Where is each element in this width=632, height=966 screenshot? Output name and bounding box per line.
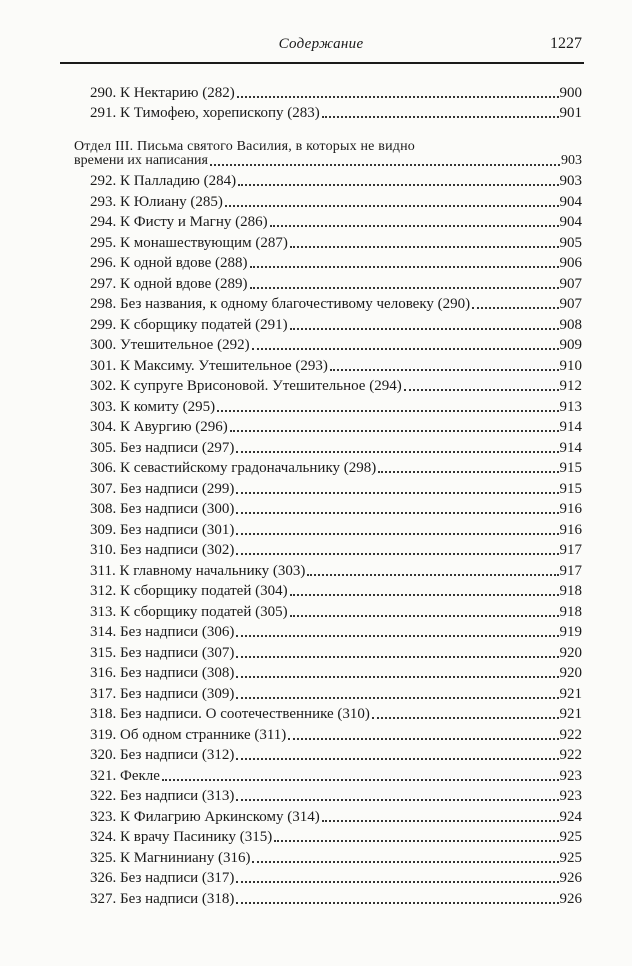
leader-dots bbox=[372, 717, 559, 719]
toc-entry-page: 924 bbox=[559, 808, 582, 825]
toc-entry-label: 320. Без надписи (312) bbox=[90, 747, 235, 763]
toc-entry bbox=[90, 82, 582, 102]
toc-entry-label: 327. Без надписи (318) bbox=[90, 890, 235, 907]
leader-dots bbox=[236, 656, 558, 658]
toc-entry-label: 313. К сборщику податей (305) bbox=[90, 603, 288, 620]
leader-dots bbox=[378, 471, 558, 473]
toc-entry-page: 907 bbox=[559, 296, 582, 312]
toc-entry-label: 304. К Авургию (296) bbox=[90, 419, 228, 435]
toc-entry-page: 923 bbox=[559, 767, 582, 784]
toc-entry-page: 922 bbox=[559, 747, 582, 763]
toc-entry bbox=[90, 662, 582, 682]
toc-entry bbox=[90, 744, 582, 764]
leader-dots bbox=[274, 840, 558, 842]
leader-dots bbox=[290, 246, 559, 248]
toc-entry-label: 325. К Магниниану (316) bbox=[90, 849, 251, 866]
toc-entry-label: 303. К комиту (295) bbox=[90, 398, 216, 415]
toc-entry bbox=[90, 252, 582, 272]
toc-entry-label: 290. К Нектарию (282) bbox=[90, 85, 235, 101]
toc-entry-label: 318. Без надписи. О соотечественнике (310) bbox=[90, 706, 370, 722]
section-heading-continuation: времени их написания bbox=[74, 153, 208, 168]
toc-entry-page: 914 bbox=[559, 439, 582, 456]
leader-dots bbox=[472, 307, 558, 309]
leader-dots bbox=[252, 348, 559, 350]
leader-dots bbox=[270, 225, 559, 227]
toc-entry bbox=[90, 867, 582, 887]
leader-dots bbox=[288, 738, 558, 740]
toc-entry-page: 922 bbox=[559, 726, 582, 743]
leader-dots bbox=[330, 369, 559, 371]
toc-entry-page: 906 bbox=[559, 255, 582, 271]
toc-entry-label: 321. Фекле bbox=[90, 767, 160, 784]
toc-entry-label: 311. К главному начальнику (303) bbox=[90, 562, 306, 579]
leader-dots bbox=[225, 205, 559, 207]
leader-dots bbox=[250, 266, 559, 268]
toc-entry-page: 915 bbox=[559, 480, 582, 497]
page-number: 1227 bbox=[550, 35, 582, 52]
toc-entry-page: 917 bbox=[559, 562, 582, 579]
toc-entry bbox=[90, 601, 582, 621]
leader-dots bbox=[236, 492, 558, 494]
leader-dots bbox=[230, 430, 559, 432]
toc-entry-page: 925 bbox=[559, 829, 582, 845]
toc-entry-label: 296. К одной вдове (288) bbox=[90, 255, 248, 271]
toc-entry-label: 299. К сборщику податей (291) bbox=[90, 316, 288, 333]
toc-entry-label: 309. Без надписи (301) bbox=[90, 521, 235, 538]
toc-entry bbox=[90, 560, 582, 580]
toc-entry-label: 312. К сборщику податей (304) bbox=[90, 583, 288, 599]
toc-entry-page: 914 bbox=[559, 419, 582, 435]
toc-entry bbox=[90, 375, 582, 395]
toc-entry bbox=[90, 826, 582, 846]
toc-entry-page: 900 bbox=[559, 85, 582, 101]
toc-entry-page: 921 bbox=[559, 706, 582, 722]
section-page: 903 bbox=[561, 153, 582, 168]
toc-entry bbox=[90, 355, 582, 375]
toc-entry bbox=[90, 211, 582, 231]
leader-dots bbox=[236, 512, 558, 514]
leader-dots bbox=[236, 902, 558, 904]
leader-dots bbox=[322, 820, 559, 822]
toc-entry bbox=[90, 191, 582, 211]
toc-entry-page: 901 bbox=[559, 105, 582, 121]
toc-entry bbox=[90, 785, 582, 805]
toc-entry bbox=[90, 437, 582, 457]
toc-entry bbox=[90, 102, 582, 122]
leader-dots bbox=[290, 328, 559, 330]
toc-entry-page: 907 bbox=[559, 275, 582, 292]
toc-entry-page: 918 bbox=[559, 603, 582, 620]
toc-entry-label: 297. К одной вдове (289) bbox=[90, 275, 248, 292]
leader-dots bbox=[217, 410, 558, 412]
toc-entry-page: 905 bbox=[559, 234, 582, 251]
leader-dots bbox=[250, 287, 559, 289]
toc-entry-page: 925 bbox=[559, 849, 582, 866]
leader-dots bbox=[236, 635, 558, 637]
leader-dots bbox=[322, 116, 559, 118]
toc-entry-page: 915 bbox=[559, 460, 582, 476]
toc-entry-label: 302. К супруге Врисоновой. Утешительное (294) bbox=[90, 378, 402, 394]
toc-entry bbox=[90, 539, 582, 559]
toc-entry bbox=[90, 478, 582, 498]
toc-entry-page: 919 bbox=[559, 624, 582, 640]
toc-entry bbox=[90, 170, 582, 190]
toc-entry-page: 921 bbox=[559, 685, 582, 702]
toc-entry-label: 326. Без надписи (317) bbox=[90, 870, 235, 886]
leader-dots bbox=[290, 594, 559, 596]
leader-dots bbox=[290, 615, 559, 617]
toc-entry bbox=[90, 888, 582, 908]
toc-entry-page: 920 bbox=[559, 665, 582, 681]
toc-entry bbox=[90, 334, 582, 354]
toc-entry-label: 294. К Фисту и Магну (286) bbox=[90, 214, 268, 230]
toc-entry bbox=[90, 273, 582, 293]
toc-entry-label: 324. К врачу Пасинику (315) bbox=[90, 829, 273, 845]
header-title: Содержание bbox=[278, 36, 364, 52]
leader-dots bbox=[237, 96, 559, 98]
leader-dots bbox=[238, 184, 558, 186]
toc-entry bbox=[90, 232, 582, 252]
toc-entry bbox=[90, 519, 582, 539]
toc-entry-label: 323. К Филагрию Аркинскому (314) bbox=[90, 808, 320, 825]
toc-entry-label: 292. К Палладию (284) bbox=[90, 173, 237, 189]
leader-dots bbox=[210, 164, 560, 166]
toc-entry-label: 298. Без названия, к одному благочестивому человеку (290) bbox=[90, 296, 471, 312]
toc-entry-page: 903 bbox=[559, 173, 582, 189]
toc-entry-label: 295. К монашествующим (287) bbox=[90, 234, 288, 251]
toc-entry bbox=[90, 765, 582, 785]
leader-dots bbox=[236, 799, 558, 801]
toc-entry-page: 916 bbox=[559, 501, 582, 517]
toc-entry bbox=[90, 396, 582, 416]
toc-entry bbox=[90, 683, 582, 703]
toc-entry bbox=[90, 806, 582, 826]
toc-entry-page: 916 bbox=[559, 521, 582, 538]
toc-entry-page: 913 bbox=[559, 398, 582, 415]
leader-dots bbox=[236, 451, 558, 453]
toc-entry-label: 293. К Юлиану (285) bbox=[90, 193, 223, 210]
leader-dots bbox=[236, 676, 558, 678]
toc-entry bbox=[90, 457, 582, 477]
toc-entry-page: 926 bbox=[559, 890, 582, 907]
toc-entry-page: 920 bbox=[559, 644, 582, 661]
leader-dots bbox=[252, 861, 558, 863]
toc-entry bbox=[90, 293, 582, 313]
toc-entry-label: 319. Об одном страннике (311) bbox=[90, 726, 287, 743]
toc-entry bbox=[90, 847, 582, 867]
leader-dots bbox=[236, 758, 558, 760]
toc-entry bbox=[90, 416, 582, 436]
toc-entry-label: 305. Без надписи (297) bbox=[90, 439, 235, 456]
toc-entry bbox=[90, 580, 582, 600]
leader-dots bbox=[236, 697, 558, 699]
leader-dots bbox=[404, 389, 559, 391]
leader-dots bbox=[236, 881, 558, 883]
toc-entry-label: 316. Без надписи (308) bbox=[90, 665, 235, 681]
toc-entry bbox=[90, 621, 582, 641]
toc-entry-page: 918 bbox=[559, 583, 582, 599]
toc-entry-label: 291. К Тимофею, хорепископу (283) bbox=[90, 105, 320, 121]
toc-entry bbox=[90, 724, 582, 744]
toc-entry-page: 909 bbox=[559, 337, 582, 353]
toc-entry-page: 904 bbox=[559, 214, 582, 230]
toc-entry-label: 322. Без надписи (313) bbox=[90, 788, 235, 804]
leader-dots bbox=[236, 553, 558, 555]
toc-entry-page: 923 bbox=[559, 788, 582, 804]
toc-entry-label: 307. Без надписи (299) bbox=[90, 480, 235, 497]
toc-entry-page: 908 bbox=[559, 316, 582, 333]
toc-entry bbox=[90, 703, 582, 723]
toc-entry-label: 306. К севастийскому градоначальнику (298) bbox=[90, 460, 377, 476]
toc-entry bbox=[90, 642, 582, 662]
toc-entry-label: 310. Без надписи (302) bbox=[90, 542, 235, 558]
toc-entry-page: 910 bbox=[559, 357, 582, 374]
section-heading-line2 bbox=[74, 150, 582, 170]
toc-entry-page: 904 bbox=[559, 193, 582, 210]
toc-entry bbox=[90, 498, 582, 518]
leader-dots bbox=[307, 574, 558, 576]
toc-entry-label: 300. Утешительное (292) bbox=[90, 337, 250, 353]
toc-entry-label: 317. Без надписи (309) bbox=[90, 685, 235, 702]
toc-entry-label: 301. К Максиму. Утешительное (293) bbox=[90, 357, 328, 374]
toc-entry bbox=[90, 314, 582, 334]
section-heading: Отдел III. Письма святого Василия, в которых не видно bbox=[74, 139, 415, 154]
leader-dots bbox=[162, 779, 559, 781]
toc-entry-page: 926 bbox=[559, 870, 582, 886]
toc-entry-label: 314. Без надписи (306) bbox=[90, 624, 235, 640]
toc-entry-label: 308. Без надписи (300) bbox=[90, 501, 235, 517]
toc-entry-label: 315. Без надписи (307) bbox=[90, 644, 235, 661]
leader-dots bbox=[236, 533, 558, 535]
toc-entry-page: 917 bbox=[559, 542, 582, 558]
toc-entry-page: 912 bbox=[559, 378, 582, 394]
